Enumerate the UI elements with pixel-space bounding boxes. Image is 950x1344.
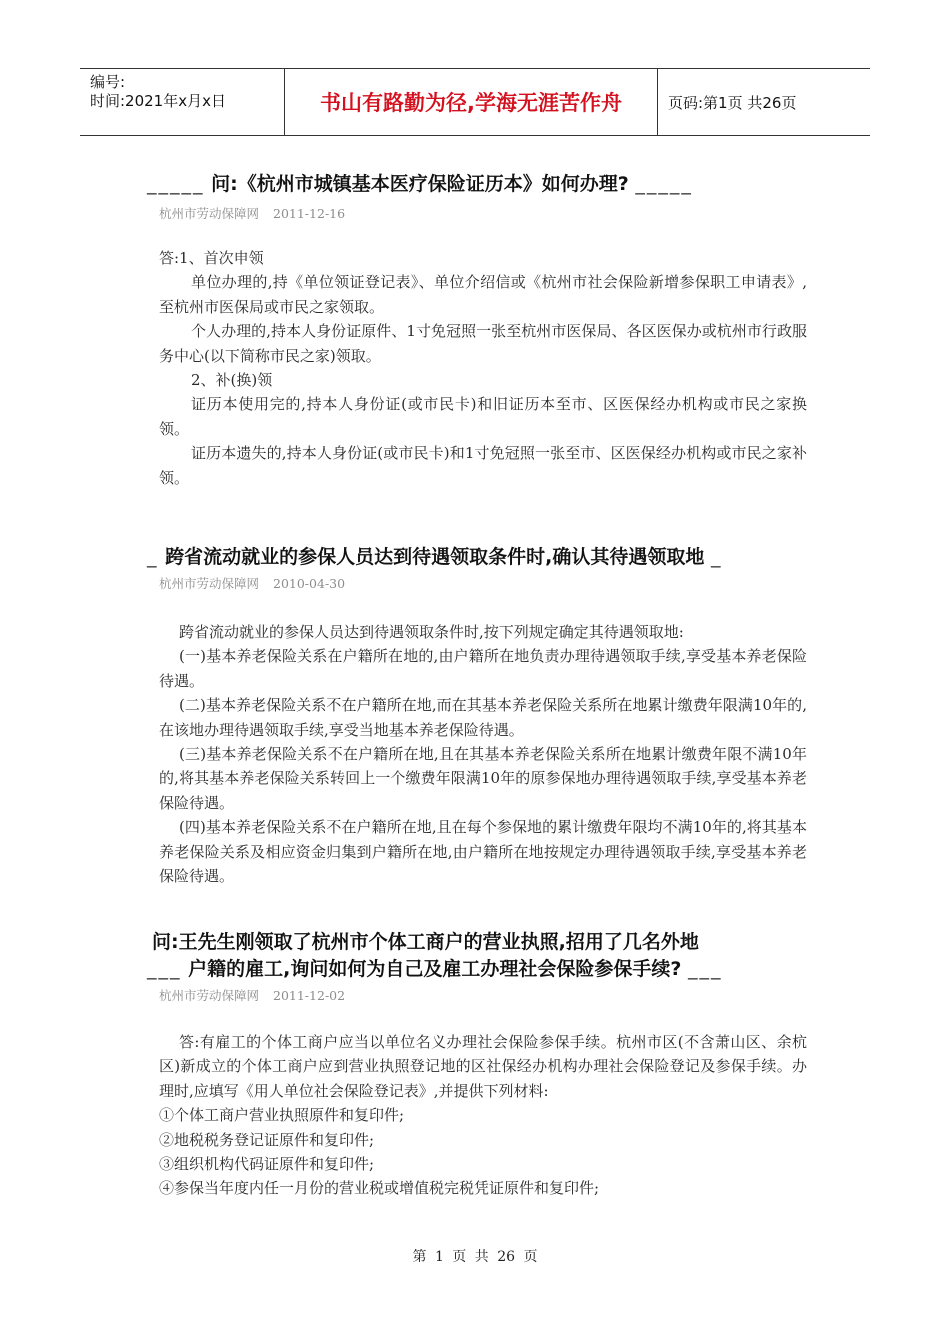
source: 杭州市劳动保障网	[159, 576, 260, 591]
list-item: ②地税税务登记证原件和复印件;	[159, 1130, 375, 1149]
page-header	[80, 68, 870, 136]
header-info	[80, 69, 284, 135]
paragraph: (一)基本养老保险关系在户籍所在地的,由户籍所在地负责办理待遇领取手续,享受基本养老保险待遇。	[159, 647, 807, 690]
date: 2011-12-02	[273, 988, 346, 1003]
paragraph: 2、补(换)领	[191, 371, 273, 390]
section-1-title: _____ 问:《杭州市城镇基本医疗保险证历本》如何办理? _____	[147, 173, 693, 195]
section-2-title: _ 跨省流动就业的参保人员达到待遇领取条件时,确认其待遇领取地 _	[147, 546, 723, 568]
number-label: 编号:	[90, 73, 126, 91]
section-2-body	[159, 620, 807, 888]
page-label: 页码:第1页 共26页	[668, 93, 797, 112]
section-3-title-line1: 问:王先生刚领取了杭州市个体工商户的营业执照,招用了几名外地	[152, 931, 699, 953]
page-footer: 第 1 页 共 26 页	[412, 1249, 538, 1265]
list-item: ③组织机构代码证原件和复印件;	[159, 1155, 375, 1174]
paragraph: (四)基本养老保险关系不在户籍所在地,且在每个参保地的累计缴费年限均不满10年的,将其基本养老保险关系及相应资金归集到户籍所在地,由户籍所在地按规定办理待遇领取手续,享受基本养老保险待遇。	[159, 818, 807, 886]
section-2-meta	[159, 574, 345, 592]
source: 杭州市劳动保障网	[159, 988, 260, 1003]
section-1-meta	[159, 204, 345, 222]
section-1-body	[159, 246, 807, 490]
paragraph: (三)基本养老保险关系不在户籍所在地,且在其基本养老保险关系所在地累计缴费年限不满10年的,将其基本养老保险关系转回上一个缴费年限满10年的原参保地办理待遇领取手续,享受基本养老保险待遇。	[159, 745, 807, 812]
section-3-meta	[159, 986, 345, 1004]
list-item: ④参保当年度内任一月份的营业税或增值税完税凭证原件和复印件;	[159, 1179, 600, 1198]
paragraph: 个人办理的,持本人身份证原件、1寸免冠照一张至杭州市医保局、各区医保办或杭州市行政服务中心(以下简称市民之家)领取。	[159, 322, 807, 365]
paragraph: (二)基本养老保险关系不在户籍所在地,而在其基本养老保险关系所在地累计缴费年限满10年的,在该地办理待遇领取手续,享受当地基本养老保险待遇。	[159, 696, 807, 739]
date: 2011-12-16	[273, 206, 346, 221]
paragraph: 跨省流动就业的参保人员达到待遇领取条件时,按下列规定确定其待遇领取地:	[179, 623, 684, 641]
paragraph: 证历本遗失的,持本人身份证(或市民卡)和1寸免冠照一张至市、区医保经办机构或市民之家补领。	[159, 444, 807, 487]
paragraph: 答:有雇工的个体工商户应当以单位名义办理社会保险参保手续。杭州市区(不含萧山区、余杭区)新成立的个体工商户应到营业执照登记地的区社保经办机构办理社会保险登记及参保手续。办理时,应填写《用人单位社会保险登记表》,并提供下列材料:	[159, 1033, 807, 1100]
time-label: 时间:2021年x月x日	[90, 92, 226, 110]
paragraph: 证历本使用完的,持本人身份证(或市民卡)和旧证历本至市、区医保经办机构或市民之家换领。	[159, 395, 807, 438]
section-3-title-line2: ___ 户籍的雇工,询问如何为自己及雇工办理社会保险参保手续? ___	[147, 958, 723, 980]
section-3-body	[159, 1030, 807, 1201]
list-item: ①个体工商户营业执照原件和复印件;	[159, 1106, 405, 1125]
source: 杭州市劳动保障网	[159, 206, 260, 221]
paragraph: 答:1、首次申领	[159, 249, 264, 267]
motto: 书山有路勤为径,学海无涯苦作舟	[284, 69, 658, 135]
paragraph: 单位办理的,持《单位领证登记表》、单位介绍信或《杭州市社会保险新增参保职工申请表》,至杭州市医保局或市民之家领取。	[159, 273, 807, 316]
date: 2010-04-30	[273, 576, 346, 591]
